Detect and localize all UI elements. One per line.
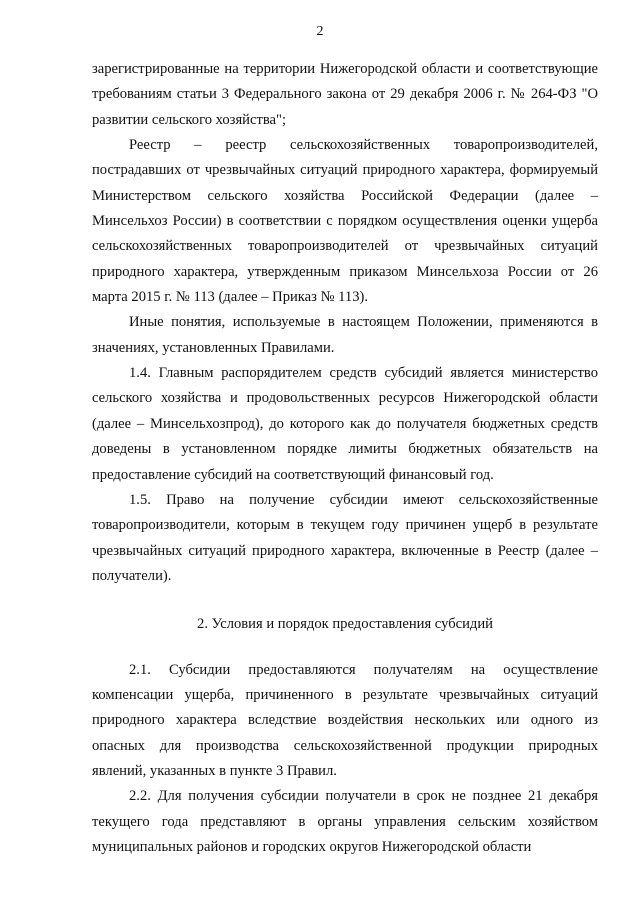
- document-body: [92, 57, 598, 860]
- paragraph-1-5: 1.5. Право на получение субсидии имеют сельскохозяйственные товаропроизводители, которым в текущем году причинен ущерб в результате чрезвычайных ситуаций природного характера, включенные в Реестр (далее – получатели).: [92, 491, 598, 584]
- paragraph-2-2: 2.2. Для получения субсидии получатели в срок не позднее 21 декабря текущего года представляют в органы управления сельским хозяйством муниципальных районов и городских округов Нижегородской области: [92, 788, 598, 855]
- spacer: [92, 638, 598, 658]
- page-number: 2: [316, 24, 324, 39]
- paragraph-continuation: зарегистрированные на территории Нижегородской области и соответствующие требованиям статьи 3 Федерального закона от 29 декабря 2006 г. № 264-ФЗ "О развитии сельского хозяйства";: [92, 61, 598, 128]
- section-heading: 2. Условия и порядок предоставления субсидий: [197, 616, 493, 633]
- paragraph-other-terms: Иные понятия, используемые в настоящем Положении, применяются в значениях, установленных Правилами.: [92, 314, 598, 356]
- paragraph-1-4: 1.4. Главным распорядителем средств субсидий является министерство сельского хозяйства и продовольственных ресурсов Нижегородской области (далее – Минсельхозпрод), до которого как до получателя бюджетных средств доведены в установленном порядке лимиты бюджетных обязательств на предоставление субсидий на соответствующий финансовый год.: [92, 365, 598, 483]
- paragraph-2-1: 2.1. Субсидии предоставляются получателям на осуществление компенсации ущерба, причиненного в результате чрезвычайных ситуаций природного характера вследствие воздействия нескольких или одного из опасных для производства сельскохозяйственной продукции природных явлений, указанных в пункте 3 Правил.: [92, 661, 598, 779]
- spacer: [92, 589, 598, 612]
- paragraph-registry-definition: Реестр – реестр сельскохозяйственных товаропроизводителей, пострадавших от чрезвычайных ситуаций природного характера, формируемый Министерством сельского хозяйства Российской Федерации (далее – Минсельхоз России) в соответствии с порядком осуществления оценки ущерба сельскохозяйственных товаропроизводителей от чрезвычайных ситуаций природного характера, утвержденным приказом Минсельхоза России от 26 марта 2015 г. № 113 (далее – Приказ № 113).: [92, 137, 598, 306]
